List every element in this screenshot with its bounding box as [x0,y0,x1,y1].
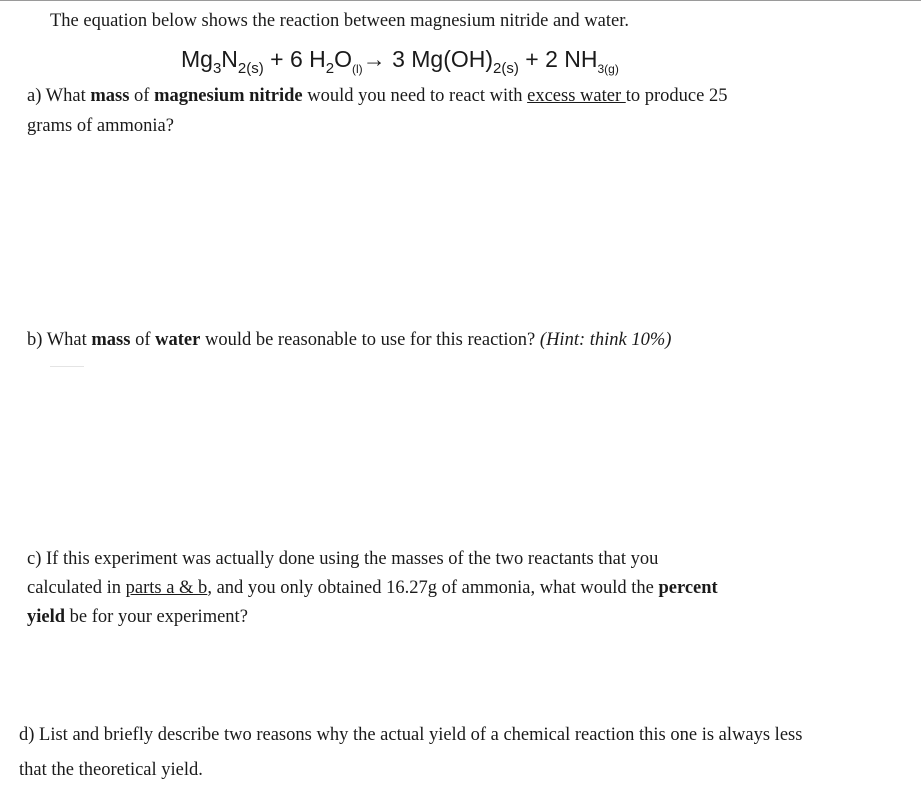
chemical-equation: $Mg_3N_{2(s)} + 6$ $H_2O_{(l)}\to 3$ $Mg(OH)_{2(s)} + 2$ $NH_{3(g)}$ [181,46,619,77]
top-border [0,0,921,1]
question-b: b) What mass of water would be reasonable to use for this reaction? (Hint: think 10%) [27,330,672,350]
question-a-line2: grams of ammonia? [27,116,174,136]
question-c-line3: yield be for your experiment? [27,607,248,627]
question-d-line1: d) List and briefly describe two reasons why the actual yield of a chemical reaction this one is always less [19,725,803,745]
intro-text: The equation below shows the reaction between magnesium nitride and water. [50,11,629,31]
question-d-line2: that the theoretical yield. [19,760,203,780]
question-a-line1: a) What mass of magnesium nitride would you need to react with excess water to produce 25 [27,86,728,106]
question-c-line2: calculated in parts a & b, and you only obtained 16.27g of ammonia, what would the percent [27,578,718,598]
question-c-line1: c) If this experiment was actually done using the masses of the two reactants that you [27,549,659,569]
stray-mark [50,366,84,367]
